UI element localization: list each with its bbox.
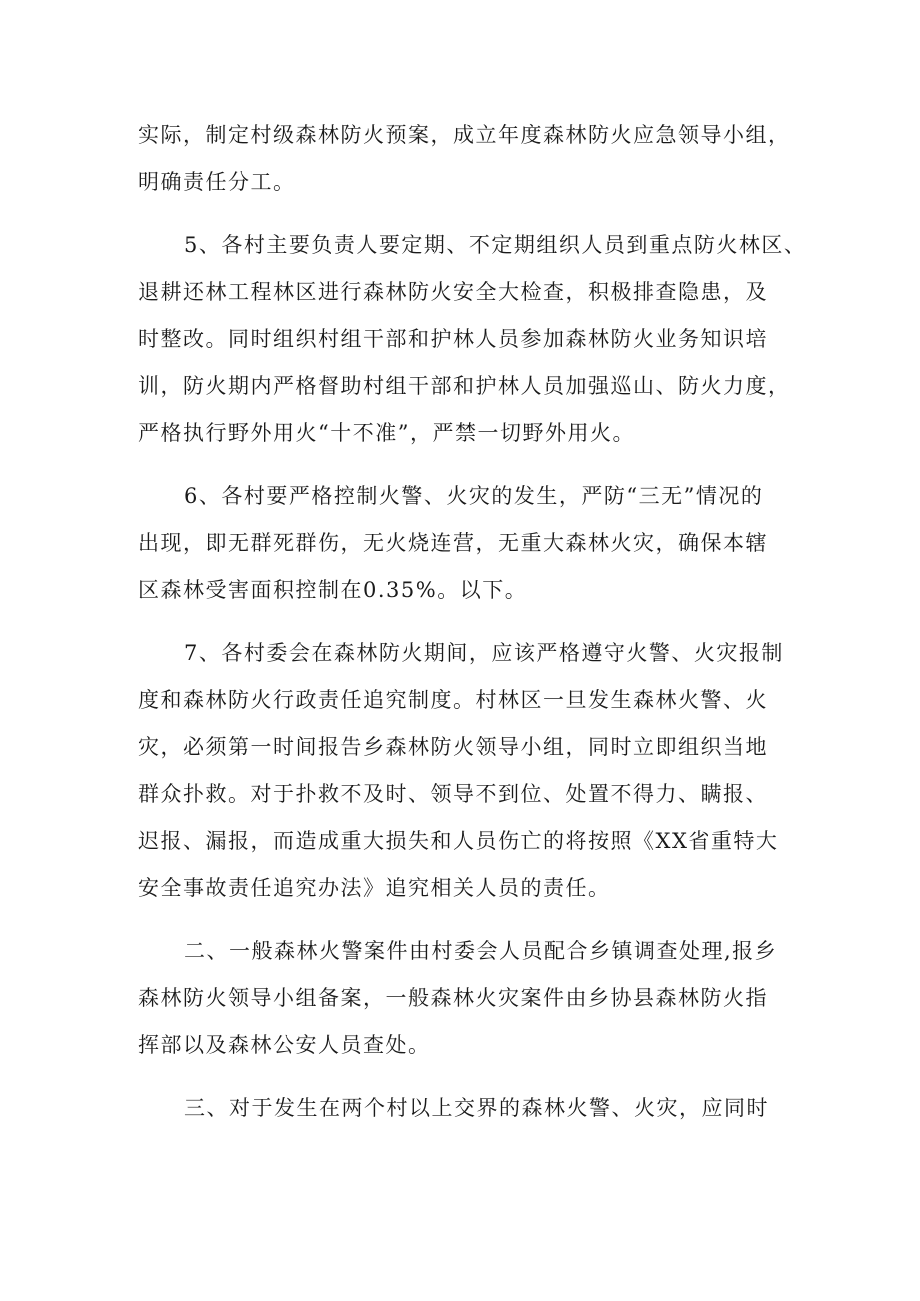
text-line: 明确责任分工。 <box>138 170 296 194</box>
text-line: 迟报、漏报，而造成重大损失和人员伤亡的将按照《XX省重特大 <box>138 829 779 853</box>
text-line: 三、对于发生在两个村以上交界的森林火警、火灾，应同时 <box>184 1096 769 1120</box>
text-line: 训，防火期内严格督助村组干部和护林人员加强巡山、防火力度， <box>138 374 791 398</box>
text-line: 安全事故责任追究办法》追究相关人员的责任。 <box>138 876 611 900</box>
text-line: 退耕还林工程林区进行森林防火安全大检查，积极排查隐患，及 <box>138 280 768 304</box>
paragraph-item-6 <box>138 473 790 614</box>
text-line: 出现，即无群死群伤，无火烧连营，无重大森林火灾，确保本辖 <box>138 531 768 555</box>
paragraph-item-5 <box>138 222 807 457</box>
text-line: 挥部以及森林公安人员查处。 <box>138 1033 431 1057</box>
text-line: 时整改。同时组织村组干部和护林人员参加森林防火业务知识培 <box>138 327 768 351</box>
body-text <box>138 112 807 1148</box>
text-line: 实际，制定村级森林防火预案，成立年度森林防火应急领导小组， <box>138 123 791 147</box>
text-line: 5、各村主要负责人要定期、不定期组织人员到重点防火林区、 <box>184 233 807 257</box>
text-line: 严格执行野外用火“十不准”，严禁一切野外用火。 <box>138 421 635 445</box>
paragraph-continued <box>138 112 790 206</box>
text-line: 区森林受害面积控制在0.35%。以下。 <box>138 578 528 602</box>
text-line: 森林防火领导小组备案，一般森林火灾案件由乡协县森林防火指 <box>138 986 768 1010</box>
paragraph-item-7 <box>138 630 790 912</box>
paragraph-section-3 <box>138 1085 790 1132</box>
text-line: 二、一般森林火警案件由村委会人员配合乡镇调查处理,报乡 <box>184 939 778 963</box>
text-line: 6、各村要严格控制火警、火灾的发生，严防“三无”情况的 <box>184 484 764 508</box>
text-line: 度和森林防火行政责任追究制度。村林区一旦发生森林火警、火 <box>138 688 768 712</box>
text-line: 群众扑救。对于扑救不及时、领导不到位、处置不得力、瞒报、 <box>138 782 768 806</box>
paragraph-section-2 <box>138 928 790 1069</box>
text-line: 灾，必须第一时间报告乡森林防火领导小组，同时立即组织当地 <box>138 735 768 759</box>
text-line: 7、各村委会在森林防火期间，应该严格遵守火警、火灾报制 <box>184 641 784 665</box>
